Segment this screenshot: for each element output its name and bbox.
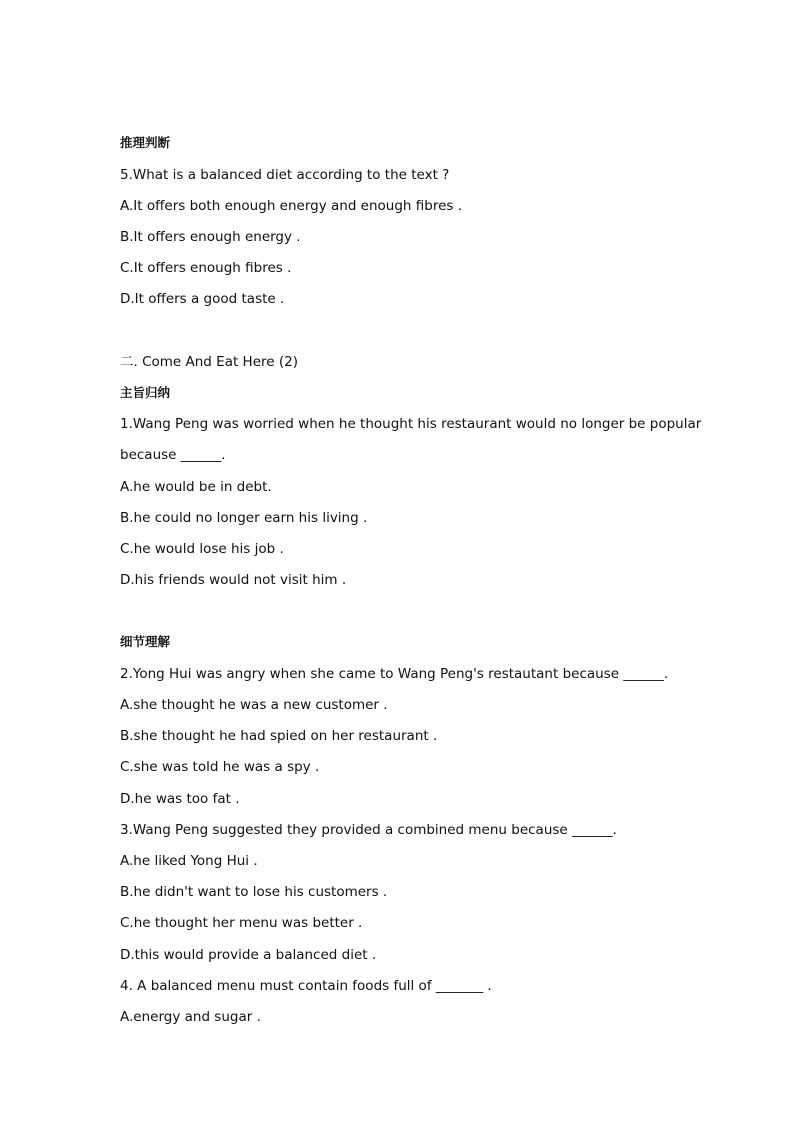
question-option: A.she thought he was a new customer . [120,697,388,713]
question-option: B.he could no longer earn his living . [120,510,368,526]
question-option: C.It offers enough fibres . [120,260,292,276]
section-heading-detail: 细节理解 [120,634,171,649]
question-option: A.energy and sugar . [120,1009,261,1025]
question-stem: 4. A balanced menu must contain foods full of _______ . [120,978,492,994]
question-option: B.he didn't want to lose his customers . [120,884,388,900]
question-option: C.she was told he was a spy . [120,759,320,775]
question-option: B.It offers enough energy . [120,229,301,245]
question-option: A.he would be in debt. [120,479,272,495]
question-option: B.she thought he had spied on her restaurant . [120,728,438,744]
section-heading-main-idea: 主旨归纳 [120,385,171,400]
question-option: D.his friends would not visit him . [120,572,347,588]
section-heading-inference: 推理判断 [120,135,171,150]
question-stem-continuation: because ______. [120,447,226,463]
question-option: D.this would provide a balanced diet . [120,947,377,963]
question-option: A.It offers both enough energy and enough fibres . [120,198,463,214]
question-option: A.he liked Yong Hui . [120,853,258,869]
section-title: 二. Come And Eat Here (2) [120,354,298,370]
question-option: D.It offers a good taste . [120,291,285,307]
question-option: D.he was too fat . [120,791,240,807]
question-option: C.he would lose his job . [120,541,284,557]
question-stem: 5.What is a balanced diet according to the text ? [120,167,450,183]
question-option: C.he thought her menu was better . [120,915,363,931]
question-stem: 1.Wang Peng was worried when he thought his restaurant would no longer be popular [120,416,702,432]
question-stem: 3.Wang Peng suggested they provided a combined menu because ______. [120,822,617,838]
question-stem: 2.Yong Hui was angry when she came to Wang Peng's restautant because ______. [120,666,669,682]
